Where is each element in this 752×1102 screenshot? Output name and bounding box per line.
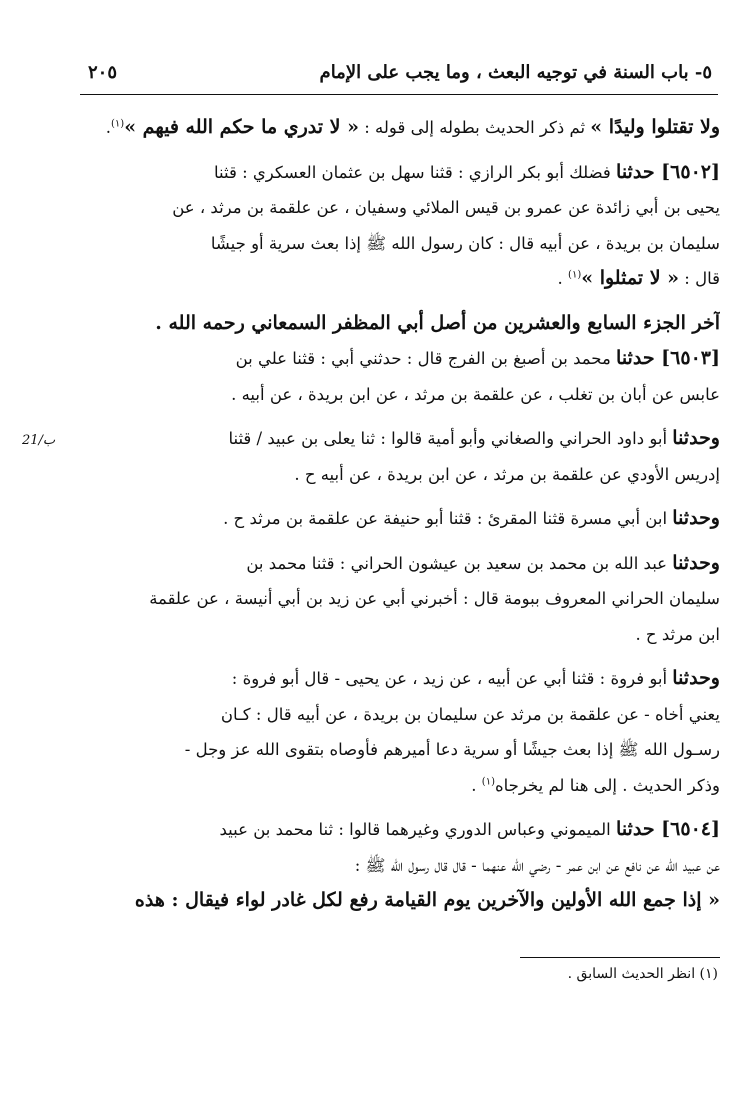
bold-phrase: وحدثنا <box>672 667 720 689</box>
bold-phrase: « لا تدري ما حكم الله فيهم » <box>124 116 359 138</box>
hadith-6503-start <box>80 341 720 377</box>
text-line <box>80 661 720 697</box>
text-run: إدريس الأودي عن علقمة بن مرثد ، عن ابن بريدة ، عن أبيه ح . <box>294 464 720 484</box>
text-run: رسـول الله ﷺ إذا بعث جيشًا أو سرية دعا أميرهم فأوصاه بتقوى الله عز وجل - <box>184 740 720 759</box>
hadith-number: [٦٥٠٤] حدثنا <box>616 818 720 840</box>
hadith-6502-start <box>80 155 720 191</box>
bold-phrase: وحدثنا <box>672 427 720 449</box>
text-run: أبو داود الحراني والصغاني وأبو أمية قالوا : ثنا يعلى بن عبيد / قثنا <box>228 429 673 448</box>
text-line <box>80 732 720 768</box>
bold-phrase: ولا تقتلوا وليدًا » <box>590 116 720 138</box>
text-run: ثم ذكر الحديث بطوله إلى قوله : <box>359 118 591 137</box>
page-number: ٢٠٥ <box>88 62 118 83</box>
hadith-6504-start <box>80 812 720 848</box>
text-line <box>80 581 720 617</box>
footnote: (١) انظر الحديث السابق . <box>567 966 718 982</box>
text-line <box>80 226 720 262</box>
text-run: . <box>105 118 111 137</box>
bold-phrase: وحدثنا <box>672 551 720 574</box>
text-line <box>80 768 720 804</box>
text-run: قال : <box>679 269 720 288</box>
text-line <box>80 377 720 413</box>
text-line <box>80 617 720 653</box>
text-line <box>80 110 720 146</box>
text-run: يعني أخاه - عن علقمة بن مرثد عن سليمان بن بريدة ، عن أبيه قال : كـان <box>220 704 720 724</box>
text-line <box>80 457 720 493</box>
text-line <box>80 546 720 582</box>
manuscript-folio-note: 21/ب <box>22 433 56 448</box>
footnote-ref: (١) <box>481 776 495 787</box>
text-line <box>80 421 720 457</box>
text-run: وذكر الحديث . إلى هنا لم يخرجاه <box>494 775 720 795</box>
bold-phrase: « لا تمثلوا » <box>581 267 680 289</box>
text-run: عابس عن أبان بن تغلب ، عن علقمة بن مرثد ، عن ابن بريدة ، عن أبيه . <box>231 384 720 404</box>
text-line <box>80 883 720 919</box>
text-run: سليمان الحراني المعروف ببومة قال : أخبرني أبي عن زيد بن أبي أنيسة ، عن علقمة <box>149 589 720 608</box>
footnote-ref: (١) <box>111 118 125 130</box>
text-run: فضلك أبو بكر الرازي : قثنا سهل بن عثمان العسكري : قثنا <box>213 162 617 182</box>
section-end-heading: آخر الجزء السابع والعشرين من أصل أبي المظفر السمعاني رحمه الله . <box>155 311 720 334</box>
text-run: عن عبيد الله عن نافع عن ابن عمر - رضي الله عنهما - قال قال رسول الله ﷺ : <box>354 855 720 875</box>
footnote-divider <box>520 957 720 958</box>
text-run: سليمان بن بريدة ، عن أبيه قال : كان رسول الله ﷺ إذا بعث سرية أو جيشًا <box>210 233 720 253</box>
text-run: . <box>557 269 569 288</box>
text-run: يحيى بن أبي زائدة عن عمرو بن قيس الملائي وسفيان ، عن علقمة بن مرثد ، عن <box>172 198 720 217</box>
bold-phrase: « إذا جمع الله الأولين والآخرين يوم القيامة رفع لكل غادر لواء فيقال : هذه <box>134 889 720 911</box>
text-line <box>80 501 720 537</box>
running-header <box>80 58 718 95</box>
main-text <box>80 110 720 919</box>
chapter-title: ٥- باب السنة في توجيه البعث ، وما يجب على الإمام <box>319 62 712 83</box>
text-line <box>80 848 720 884</box>
hadith-number: [٦٥٠٢] حدثنا <box>616 160 720 183</box>
bold-phrase: وحدثنا <box>672 507 720 529</box>
text-run: ابن مرثد ح . <box>635 624 720 644</box>
text-run: الميموني وعباس الدوري وغيرهما قالوا : ثنا محمد بن عبيد <box>219 820 617 839</box>
text-run: أبو فروة : قثنا أبي عن أبيه ، عن زيد ، عن يحيى - قال أبو فروة : <box>231 669 673 688</box>
text-run: . <box>471 775 482 795</box>
text-line <box>80 190 720 226</box>
hadith-number: [٦٥٠٣] حدثنا <box>616 347 720 369</box>
text-run: ابن أبي مسرة قثنا المقرئ : قثنا أبو حنيفة عن علقمة بن مرثد ح . <box>223 509 673 528</box>
text-run: عبد الله بن محمد بن سعيد بن عيشون الحراني : قثنا محمد بن <box>246 553 673 573</box>
text-run: محمد بن أصبغ بن الفرج قال : حدثني أبي : قثنا علي بن <box>235 349 617 368</box>
footnote-ref: (١) <box>568 269 582 281</box>
section-note <box>80 306 720 342</box>
text-line <box>80 261 720 297</box>
text-line <box>80 697 720 733</box>
